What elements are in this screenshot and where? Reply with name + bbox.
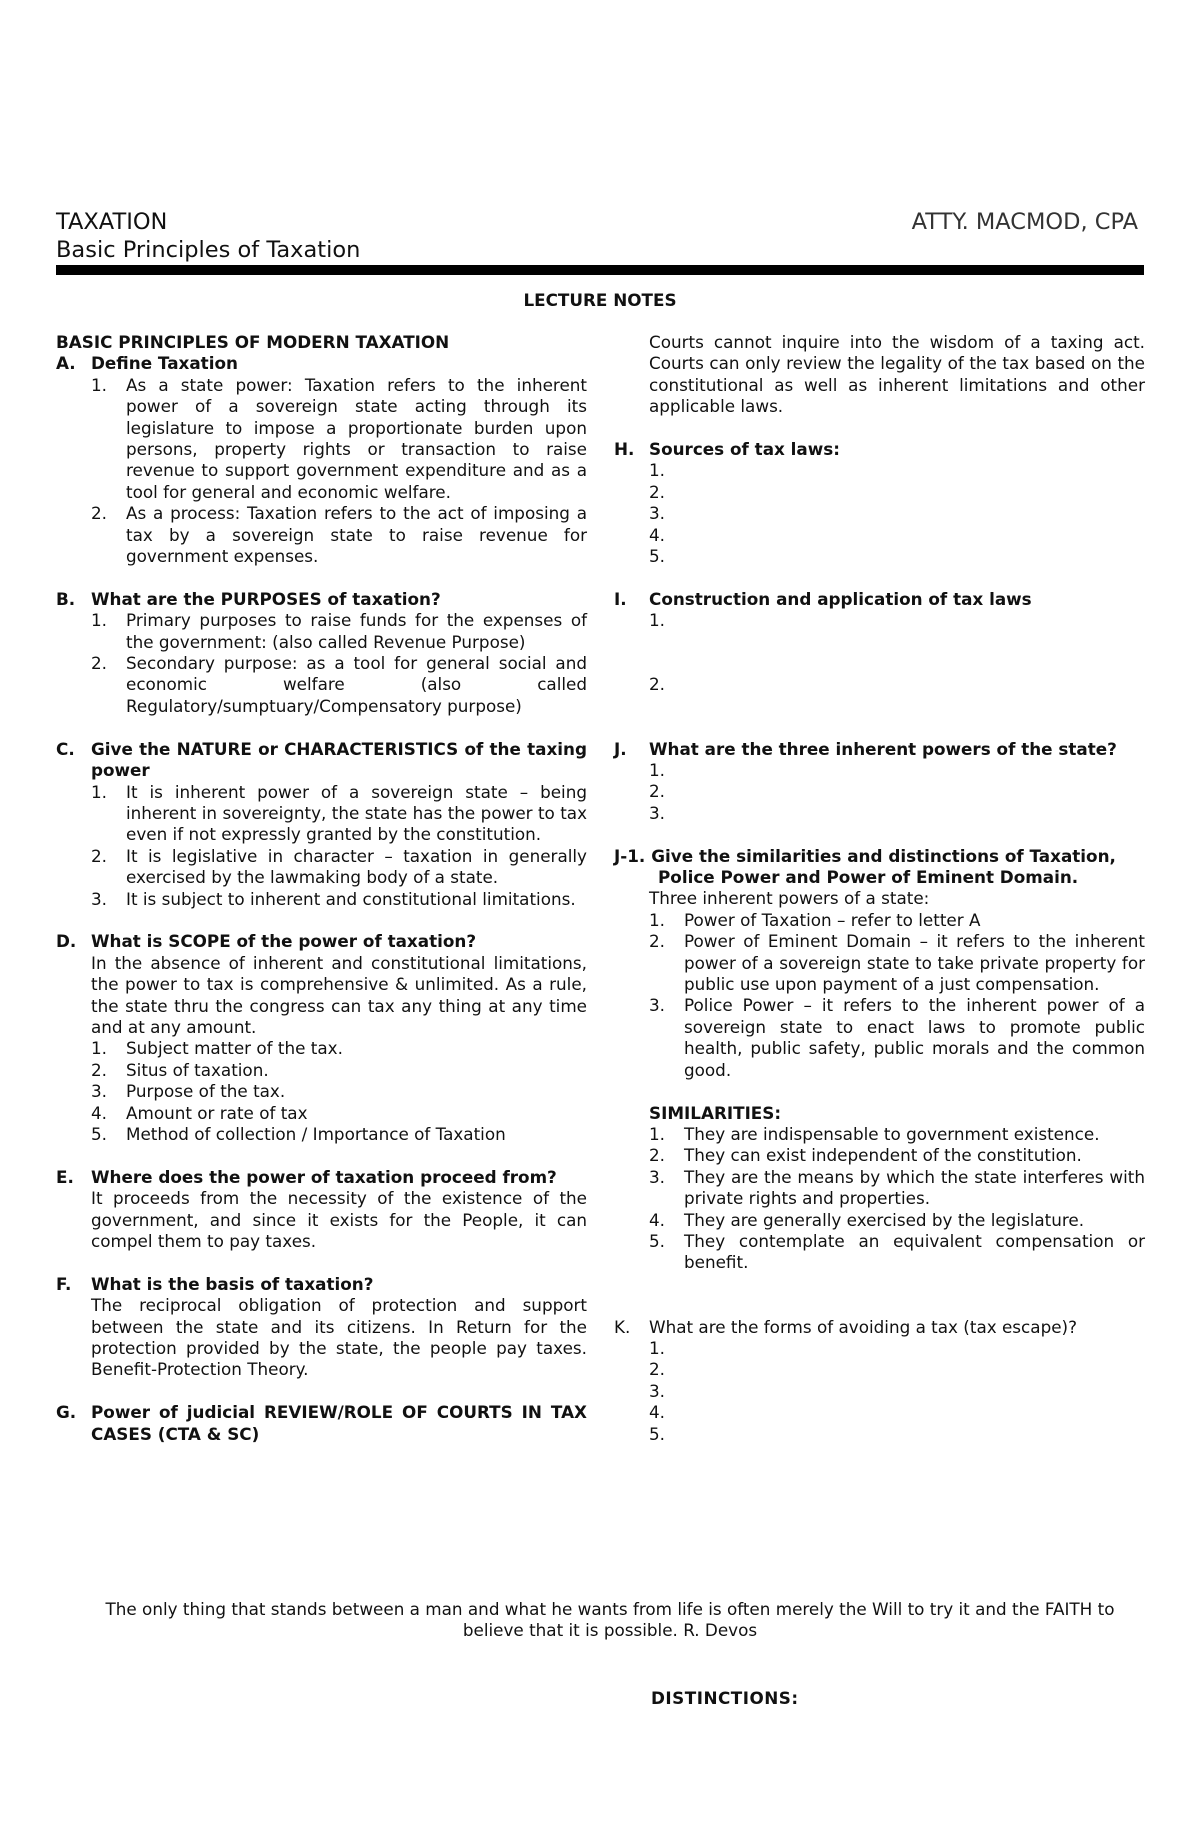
section-heading: K. What are the forms of avoiding a tax (tax escape)? bbox=[614, 1316, 1077, 1337]
list-item: 1. bbox=[649, 460, 666, 481]
numbered-list bbox=[56, 782, 587, 910]
distinctions-heading: DISTINCTIONS: bbox=[651, 1688, 799, 1708]
list-item: 3. They are the means by which the state interferes with private rights and properties. bbox=[649, 1166, 1145, 1209]
numbered-list bbox=[56, 1038, 587, 1145]
list-item: 2. bbox=[649, 1359, 666, 1380]
list-item: 5. bbox=[649, 546, 666, 567]
section-j1 bbox=[614, 846, 1145, 1296]
section-a bbox=[56, 353, 587, 567]
section-heading: D. What is SCOPE of the power of taxation? bbox=[56, 931, 477, 952]
section-f bbox=[56, 1274, 587, 1381]
similarities-list bbox=[614, 1124, 1145, 1274]
section-j bbox=[614, 739, 1145, 825]
list-item: 1. As a state power: Taxation refers to the inherent power of a sovereign state acting through its legislature to impose a proportionate burden upon persons, property rights or transaction to raise revenue to support government expenditure and as a tool for general and economic welfare. bbox=[91, 374, 587, 502]
section-heading: J. What are the three inherent powers of the state? bbox=[614, 738, 1117, 759]
numbered-list bbox=[56, 610, 587, 717]
section-h bbox=[614, 439, 1145, 567]
section-d bbox=[56, 931, 587, 1145]
list-item: 1. They are indispensable to government existence. bbox=[649, 1123, 1100, 1144]
list-item: 2. bbox=[649, 781, 666, 802]
list-item: 5. bbox=[649, 1423, 666, 1444]
list-item: 1. bbox=[649, 1337, 666, 1358]
section-heading: G. Power of judicial REVIEW/ROLE OF COURTS IN TAX CASES (CTA & SC) bbox=[56, 1402, 587, 1444]
left-column bbox=[56, 332, 587, 1466]
list-item: 4. Amount or rate of tax bbox=[91, 1102, 308, 1123]
list-item: 3. bbox=[649, 503, 666, 524]
blank-list bbox=[614, 460, 1145, 567]
list-item: 2. It is legislative in character – taxation in generally exercised by the lawmaking body of a state. bbox=[91, 845, 587, 888]
list-item: 1. bbox=[649, 610, 666, 631]
section-body: It proceeds from the necessity of the existence of the government, and since it exists for the People, it can compel them to pay taxes. bbox=[91, 1188, 587, 1251]
list-item: 3. Purpose of the tax. bbox=[91, 1081, 286, 1102]
list-item: 5. They contemplate an equivalent compensation or benefit. bbox=[649, 1230, 1145, 1273]
list-item: 2. Power of Eminent Domain – it refers to the inherent power of a sovereign state to take private property for public use upon payment of a just compensation. bbox=[649, 931, 1145, 995]
section-heading: F. What is the basis of taxation? bbox=[56, 1273, 374, 1294]
section-heading-cont: Police Power and Power of Eminent Domain. bbox=[658, 867, 1079, 888]
list-item: 2. Situs of taxation. bbox=[91, 1059, 269, 1080]
list-item: 2. bbox=[649, 481, 666, 502]
list-item: 3. bbox=[649, 1380, 666, 1401]
list-item: 3. It is subject to inherent and constitutional limitations. bbox=[91, 888, 576, 909]
list-item: 2. As a process: Taxation refers to the act of imposing a tax by a sovereign state to raise revenue for government expenses. bbox=[91, 503, 587, 567]
right-column bbox=[614, 332, 1145, 1466]
list-item: 1. Power of Taxation – refer to letter A bbox=[649, 909, 981, 930]
list-item: 1. It is inherent power of a sovereign state – being inherent in sovereignty, the state has the power to tax even if not expressly granted by the constitution. bbox=[91, 781, 587, 845]
section-heading: A. Define Taxation bbox=[56, 353, 238, 374]
section-k bbox=[614, 1317, 1145, 1445]
list-item: 2. They can exist independent of the constitution. bbox=[649, 1145, 1082, 1166]
section-e bbox=[56, 1167, 587, 1253]
section-heading: B. What are the PURPOSES of taxation? bbox=[56, 588, 441, 609]
main-title: BASIC PRINCIPLES OF MODERN TAXATION bbox=[56, 332, 450, 352]
section-body: In the absence of inherent and constitutional limitations, the power to tax is comprehensive & unlimited. As a rule, the state thru the congress can tax any thing at any time and at any amount. bbox=[91, 952, 587, 1037]
course-title: TAXATION bbox=[56, 209, 168, 235]
section-b bbox=[56, 589, 587, 717]
list-item: 2. bbox=[649, 674, 666, 695]
author-name: ATTY. MACMOD, CPA bbox=[911, 209, 1138, 235]
section-body: The reciprocal obligation of protection and support between the state and its citizens. In Return for the protection provided by the state, the people pay taxes. Benefit-Protection Theory. bbox=[91, 1295, 587, 1380]
section-heading: H. Sources of tax laws: bbox=[614, 439, 840, 460]
blank-list bbox=[614, 610, 1145, 717]
list-item: 1. Primary purposes to raise funds for the expenses of the government: (also called Revenue Purpose) bbox=[91, 610, 587, 652]
header-left bbox=[56, 208, 360, 264]
lecture-title: LECTURE NOTES bbox=[523, 290, 677, 310]
similarities-title: SIMILARITIES: bbox=[649, 1102, 782, 1123]
list-item: 5. Method of collection / Importance of Taxation bbox=[91, 1123, 506, 1144]
section-i bbox=[614, 589, 1145, 717]
section-heading: J-1. Give the similarities and distinctions of Taxation, bbox=[614, 845, 1116, 866]
list-item: 1. Subject matter of the tax. bbox=[91, 1038, 343, 1059]
course-subtitle: Basic Principles of Taxation bbox=[56, 237, 361, 263]
numbered-list bbox=[614, 910, 1145, 1081]
blank-list bbox=[614, 1338, 1145, 1445]
list-item: 4. bbox=[649, 524, 666, 545]
section-heading: C. Give the NATURE or CHARACTERISTICS of the taxing power bbox=[56, 738, 587, 781]
blank-list bbox=[614, 760, 1145, 824]
list-item: 1. bbox=[649, 760, 666, 781]
section-g-body: Courts cannot inquire into the wisdom of a taxing act. Courts can only review the legality of the tax based on the constitutional as well as inherent limitations and other applicable laws. bbox=[649, 332, 1145, 417]
section-c bbox=[56, 739, 587, 910]
section-intro: Three inherent powers of a state: bbox=[649, 888, 930, 909]
numbered-list bbox=[56, 375, 587, 568]
list-item: 3. Police Power – it refers to the inherent power of a sovereign state to enact laws to promote public health, public safety, public morals and the common good. bbox=[649, 995, 1145, 1080]
section-heading: E. Where does the power of taxation proceed from? bbox=[56, 1166, 557, 1187]
closing-quote: The only thing that stands between a man and what he wants from life is often merely the Will to try it and the FAITH to believe that it is possible. R. Devos bbox=[105, 1599, 1115, 1641]
list-item: 4. bbox=[649, 1402, 666, 1423]
section-g bbox=[56, 1402, 587, 1445]
list-item: 4. They are generally exercised by the legislature. bbox=[649, 1209, 1085, 1230]
list-item: 2. Secondary purpose: as a tool for general social and economic welfare (also called Regulatory/sumptuary/Compensatory purpose) bbox=[91, 653, 587, 716]
list-item: 3. bbox=[649, 802, 666, 823]
header-rule bbox=[56, 265, 1144, 275]
section-heading: I. Construction and application of tax laws bbox=[614, 588, 1032, 609]
